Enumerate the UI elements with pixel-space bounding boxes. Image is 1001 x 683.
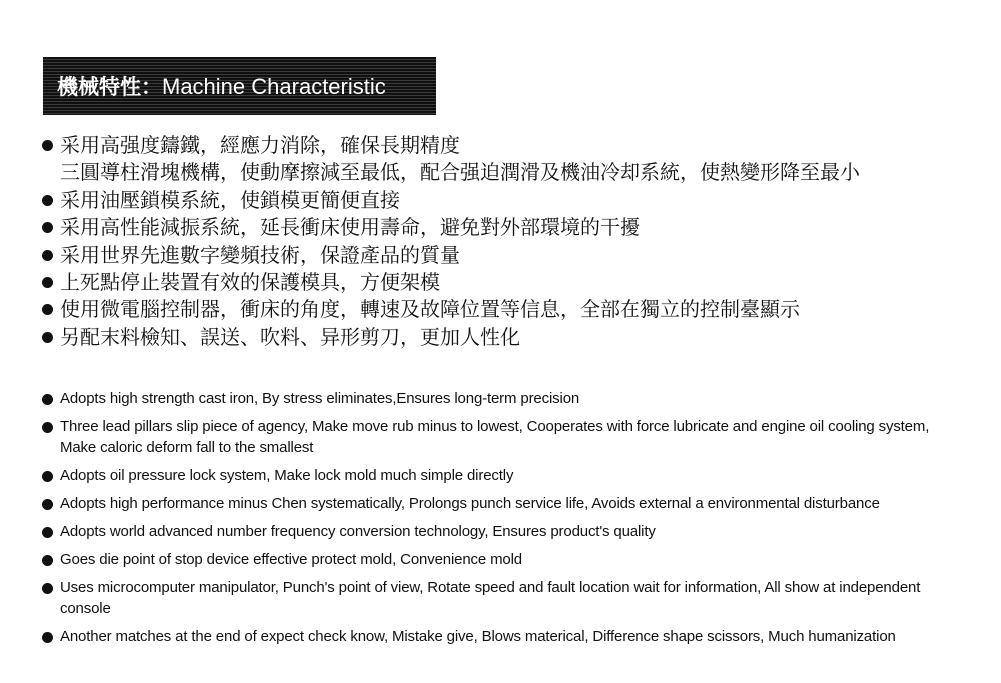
section-title	[57, 72, 386, 102]
feature-text-cn: 另配末料檢知、誤送、吹料、异形剪刀，更加人性化	[60, 324, 520, 349]
bullet-icon	[42, 422, 53, 433]
chinese-feature-list	[40, 132, 860, 351]
feature-text-en: Adopts oil pressure lock system, Make lock mold much simple directly	[60, 467, 514, 484]
feature-text-cn: 上死點停止裝置有效的保護模具，方便架模	[60, 269, 440, 294]
bullet-icon	[42, 140, 53, 151]
feature-item-cn	[40, 187, 860, 213]
bullet-icon	[42, 250, 53, 261]
feature-text-cn: 三圓導柱滑塊機構，使動摩擦減至最低，配合强迫潤滑及機油冷却系統，使熱變形降至最小	[60, 160, 860, 185]
bullet-icon	[42, 222, 53, 233]
section-title-cn: 機械特性	[57, 75, 141, 99]
bullet-icon	[42, 555, 53, 566]
section-title-en: Machine Characteristic	[162, 74, 386, 99]
feature-item-cn	[40, 242, 860, 268]
feature-item-en	[40, 388, 960, 409]
feature-text-en: Uses microcomputer manipulator, Punch's point of view, Rotate speed and fault location wait for information, All show at independent console	[60, 579, 921, 617]
title-separator: ：	[141, 75, 162, 99]
english-feature-list	[40, 388, 960, 654]
bullet-icon	[42, 304, 53, 315]
bullet-icon	[42, 583, 53, 594]
feature-item-cn	[40, 296, 860, 322]
bullet-icon	[42, 195, 53, 206]
feature-text-cn: 采用油壓鎖模系統，使鎖模更簡便直接	[60, 187, 400, 212]
feature-item-en	[40, 465, 960, 486]
feature-item-en	[40, 416, 960, 458]
bullet-icon	[42, 471, 53, 482]
bullet-icon	[42, 277, 53, 288]
feature-text-cn: 采用高强度鑄鐵，經應力消除，確保長期精度	[60, 133, 460, 157]
feature-item-en	[40, 577, 960, 619]
feature-item-en	[40, 626, 960, 647]
feature-text-en: Three lead pillars slip piece of agency, Make move rub minus to lowest, Cooperates with force lubricate and engine oil cooling system, Make caloric deform fall to the smallest	[60, 418, 930, 456]
bullet-icon	[42, 394, 53, 405]
feature-text-en: Adopts high performance minus Chen systematically, Prolongs punch service life, Avoids external a environmental disturbance	[60, 495, 880, 512]
bullet-icon	[42, 527, 53, 538]
feature-item-cn	[40, 214, 860, 240]
feature-text-en: Adopts high strength cast iron, By stress eliminates,Ensures long-term precision	[60, 390, 580, 407]
feature-item-cn	[40, 132, 860, 158]
feature-text-en: Goes die point of stop device effective protect mold, Convenience mold	[60, 551, 522, 568]
feature-text-en: Adopts world advanced number frequency conversion technology, Ensures product's quality	[60, 523, 656, 540]
bullet-icon	[42, 632, 53, 643]
feature-text-en: Another matches at the end of expect check know, Mistake give, Blows materical, Difference shape scissors, Much humanization	[60, 628, 896, 645]
feature-item-cn	[40, 159, 860, 185]
feature-text-cn: 使用微電腦控制器，衝床的角度，轉速及故障位置等信息，全部在獨立的控制臺顯示	[60, 297, 800, 322]
feature-item-en	[40, 493, 960, 514]
bullet-icon	[42, 499, 53, 510]
feature-text-cn: 采用世界先進數字變頻技術，保證產品的質量	[60, 242, 460, 267]
bullet-icon	[42, 332, 53, 343]
feature-text-cn: 采用高性能減振系統，延長衝床使用壽命，避免對外部環境的干擾	[60, 215, 640, 240]
feature-item-cn	[40, 324, 860, 350]
feature-item-en	[40, 521, 960, 542]
feature-item-cn	[40, 269, 860, 295]
feature-item-en	[40, 549, 960, 570]
